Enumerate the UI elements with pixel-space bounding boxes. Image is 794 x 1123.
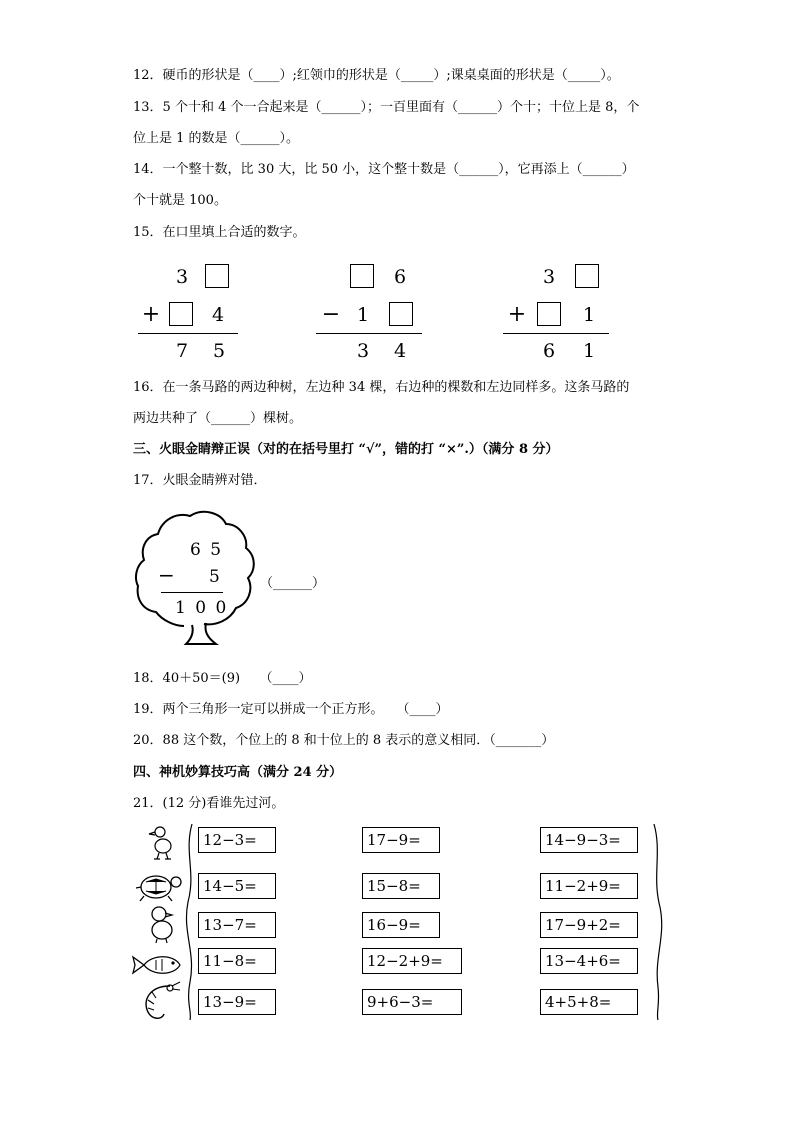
p2-rule — [316, 333, 422, 334]
q21-r4-c1[interactable]: 11−8= — [198, 948, 276, 974]
p2-answer-box-2[interactable] — [389, 302, 413, 326]
q15-text: 15．在口里填上合适的数字。 — [133, 225, 306, 240]
p1-r2-digit: 4 — [211, 304, 225, 326]
tree-illustration — [134, 508, 258, 648]
p3-answer-box-1[interactable] — [575, 264, 599, 288]
q13-line2: 位上是 1 的数是（______）。 — [133, 131, 300, 146]
q17-text: 17．火眼金睛辨对错． — [133, 473, 267, 488]
right-river-bank — [648, 822, 668, 1022]
q21-r2-c2[interactable]: 15−8= — [362, 873, 440, 899]
q16-line1: 16．在一条马路的两边种树，左边种 34 棵，右边种的棵数和左边同样多。这条马路的 — [133, 380, 630, 395]
q21-r5-c1[interactable]: 13−9= — [198, 989, 276, 1015]
p1-r1-digit: 3 — [175, 266, 189, 288]
p2-r1-digit: 6 — [393, 266, 407, 288]
q20-text: 20．88 这个数，个位上的 8 和十位上的 8 表示的意义相同．（_______） — [133, 733, 555, 748]
fish-icon — [130, 952, 184, 978]
p3-r2-digit: 1 — [582, 304, 596, 326]
p2-operator: − — [321, 302, 341, 327]
shrimp-icon — [136, 980, 182, 1024]
q21-r3-c2[interactable]: 16−9= — [362, 912, 440, 938]
q12-text: 12．硬币的形状是（____）;红领巾的形状是（_____）;课桌桌面的形状是（_____）。 — [133, 68, 620, 83]
p2-res2-digit: 4 — [393, 340, 407, 362]
p1-res1-digit: 7 — [175, 340, 189, 362]
duck-icon — [146, 824, 176, 862]
p2-r2-digit: 1 — [356, 304, 370, 326]
q16-line2: 两边共种了（______）棵树。 — [133, 411, 303, 426]
q21-r2-c1[interactable]: 14−5= — [198, 873, 276, 899]
q21-r1-c2[interactable]: 17−9= — [362, 827, 440, 853]
q21-r4-c2[interactable]: 12−2+9= — [362, 948, 462, 974]
p3-rule — [503, 333, 609, 334]
q21-r5-c2[interactable]: 9+6−3= — [362, 989, 462, 1015]
q21-r3-c1[interactable]: 13−7= — [198, 912, 276, 938]
section4-heading: 四、神机妙算技巧高（满分 24 分） — [133, 765, 343, 780]
p1-res2-digit: 5 — [212, 340, 226, 362]
p3-res2-digit: 1 — [582, 340, 596, 362]
p3-r1-digit: 3 — [542, 266, 556, 288]
p1-answer-box-1[interactable] — [205, 264, 229, 288]
q17-result: 1 0 0 — [175, 598, 229, 618]
section3-heading: 三、火眼金睛辩正误（对的在括号里打 “√”，错的打 “×”.）（满分 8 分） — [133, 442, 559, 457]
chick-icon — [146, 904, 178, 944]
q18-text: 18．40＋50＝(9) （____） — [133, 671, 312, 686]
turtle-icon — [134, 870, 184, 904]
q14-line2: 个十就是 100。 — [133, 193, 227, 208]
q21-text: 21．(12 分)看谁先过河。 — [133, 796, 285, 811]
p3-res1-digit: 6 — [542, 340, 556, 362]
q21-r2-c3[interactable]: 11−2+9= — [540, 873, 638, 899]
q21-r3-c3[interactable]: 17−9+2= — [540, 912, 638, 938]
q17-answer-blank[interactable]: （______） — [260, 576, 326, 591]
q21-r4-c3[interactable]: 13−4+6= — [540, 948, 638, 974]
q17-operator: − — [158, 563, 175, 587]
q13-line1: 13．5 个十和 4 个一合起来是（______）；一百里面有（______）个十；十位上是 8，个 — [133, 100, 640, 115]
q14-line1: 14．一个整十数，比 30 大，比 50 小，这个整十数是（______），它再添上（______） — [133, 162, 635, 177]
q17-top-number: 6 5 — [190, 540, 224, 560]
p2-res1-digit: 3 — [356, 340, 370, 362]
p1-operator: + — [141, 302, 161, 327]
p1-rule — [138, 333, 238, 334]
q17-subtrahend: 5 — [209, 567, 220, 587]
p2-answer-box-1[interactable] — [350, 264, 374, 288]
q19-text: 19．两个三角形一定可以拼成一个正方形。 （____） — [133, 702, 449, 717]
q21-r1-c1[interactable]: 12−3= — [198, 827, 276, 853]
q21-r5-c3[interactable]: 4+5+8= — [540, 989, 638, 1015]
p1-answer-box-2[interactable] — [169, 302, 193, 326]
q17-rule — [161, 592, 223, 593]
left-river-bank — [180, 822, 200, 1022]
p3-operator: + — [507, 302, 527, 327]
q21-r1-c3[interactable]: 14−9−3= — [540, 827, 638, 853]
p3-answer-box-2[interactable] — [537, 302, 561, 326]
